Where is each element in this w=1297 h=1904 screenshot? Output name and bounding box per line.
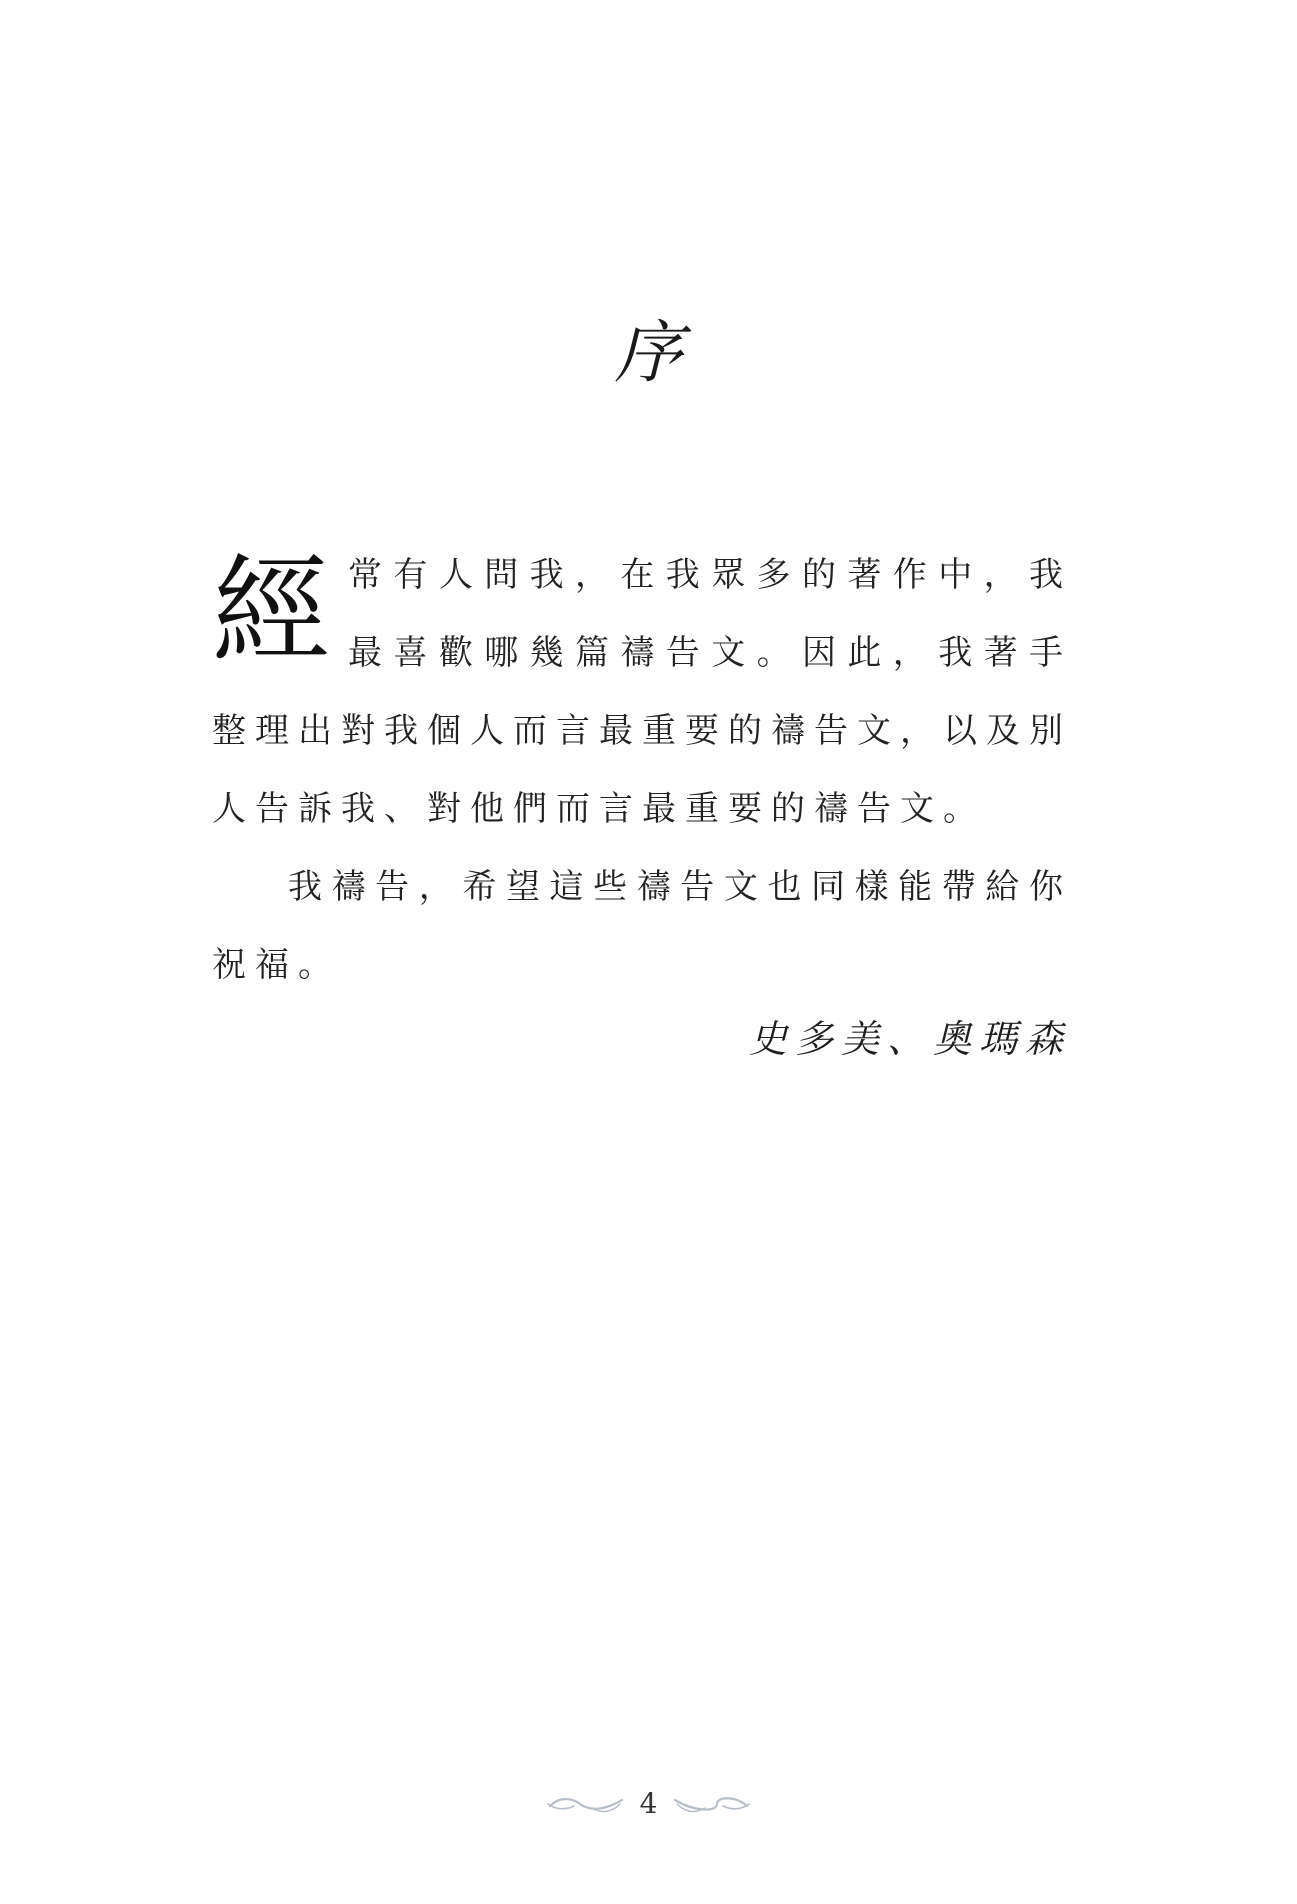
right-swash-ornament-icon (671, 1792, 751, 1816)
paragraph-1 (212, 536, 1072, 848)
drop-cap: 經 (212, 542, 331, 680)
left-swash-ornament-icon (546, 1792, 626, 1816)
page-number: 4 (639, 1787, 658, 1820)
page-footer (0, 1784, 1297, 1824)
body-text (212, 536, 1072, 1004)
paragraph-1-text: 常有人問我，在我眾多的著作中，我最喜歡哪幾篇禱告文。因此，我著手整理出對我個人而言最重要的禱告文，以及別人告訴我、對他們而言最重要的禱告文。 (212, 555, 1072, 829)
paragraph-2: 我禱告，希望這些禱告文也同樣能帶給你祝福。 (212, 867, 1072, 985)
author-signature: 史多美、奧瑪森 (748, 1017, 1071, 1061)
page-title: 序 (614, 313, 683, 393)
